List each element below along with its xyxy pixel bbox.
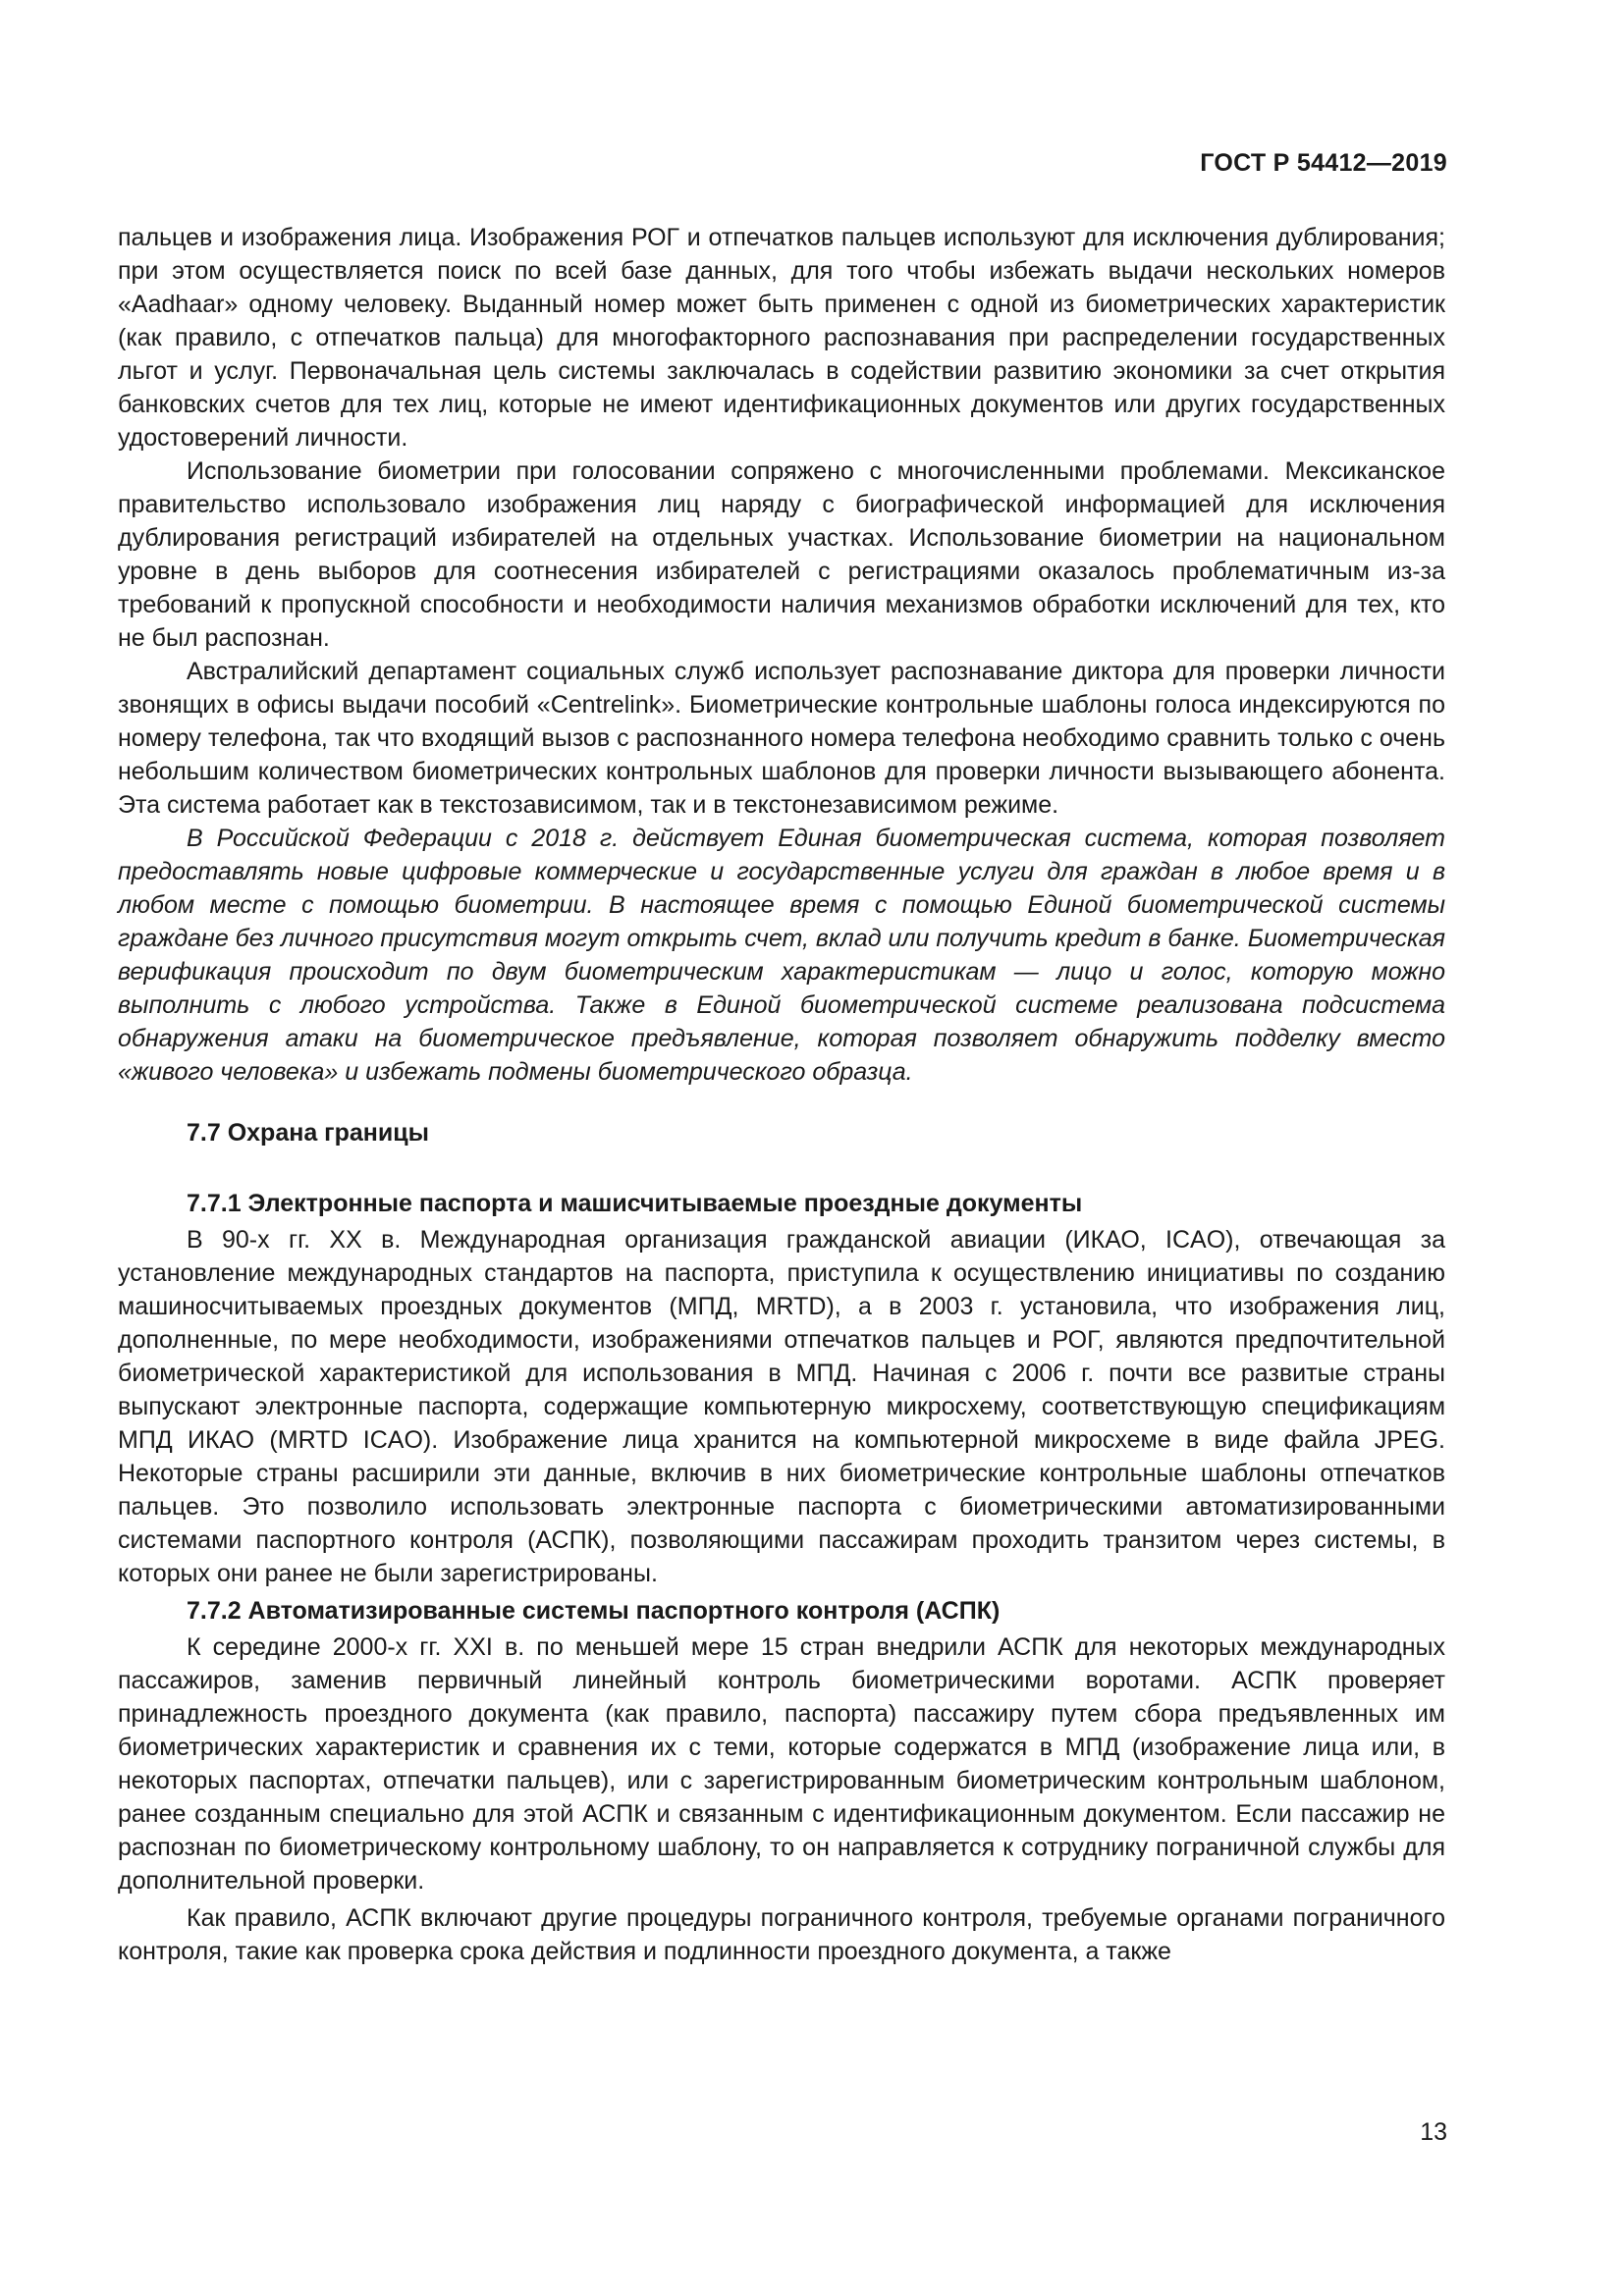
section-heading-7-7-1: 7.7.1 Электронные паспорта и машисчитываемые проездные документы <box>187 1190 1083 1217</box>
paragraph-abc-systems: К середине 2000-х гг. XXI в. по меньшей мере 15 стран внедрили АСПК для некоторых международных пассажиров, заменив первичный линейный контроль биометрическими воротами. АСПК проверяет принадлежность проездного документа (как правило, паспорта) пассажиру путем сбора предъявленных им биометрических характеристик и сравнения их с теми, которые содержатся в МПД (изображение лица или, в некоторых паспортах, отпечатки пальцев), или с зарегистрированным биометрическим контрольным шаблоном, ранее созданным специально для этой АСПК и связанным с идентификационным документом. Если пассажир не распознан по биометрическому контрольному шаблону, то он направляется к сотруднику пограничной службы для дополнительной проверки. <box>118 1633 1445 1895</box>
section-heading-7-7-2: 7.7.2 Автоматизированные системы паспортного контроля (АСПК) <box>187 1597 1001 1625</box>
paragraph-abc-procedures: Как правило, АСПК включают другие процедуры пограничного контроля, требуемые органами пограничного контроля, такие как проверка срока действия и подлинности проездного документа, а также <box>118 1904 1445 1965</box>
document-header-id: ГОСТ Р 54412—2019 <box>1200 149 1447 177</box>
paragraph-voting-biometrics: Использование биометрии при голосовании сопряжено с многочисленными проблемами. Мексиканское правительство использовало изображения лиц наряду с биографической информацией для исключения дублирования регистраций избирателей на отдельных участках. Использование биометрии на национальном уровне в день выборов для соотнесения избирателей с регистрациями оказалось проблематичным из-за требований к пропускной способности и необходимости наличия механизмов обработки исключений для тех, кто не был распознан. <box>118 457 1445 652</box>
paragraph-epassports: В 90-х гг. XX в. Международная организация гражданской авиации (ИКАО, ICAO), отвечающая за установление международных стандартов на паспорта, приступила к осуществлению инициативы по созданию машиносчитываемых проездных документов (МПД, MRTD), а в 2003 г. установила, что изображения лиц, дополненные, по мере необходимости, изображениями отпечатков пальцев и РОГ, являются предпочтительной биометрической характеристикой для использования в МПД. Начиная с 2006 г. почти все развитые страны выпускают электронные паспорта, содержащие компьютерную микросхему, соответствующую спецификациям МПД ИКАО (MRTD ICAO). Изображение лица хранится на компьютерной микросхеме в виде файла JPEG. Некоторые страны расширили эти данные, включив в них биометрические контрольные шаблоны отпечатков пальцев. Это позволило использовать электронные паспорта с биометрическими автоматизированными системами паспортного контроля (АСПК), позволяющими пассажирам проходить транзитом через системы, в которых они ранее не были зарегистрированы. <box>118 1226 1445 1587</box>
paragraph-aadhaar-continuation: пальцев и изображения лица. Изображения РОГ и отпечатков пальцев используют для исключения дублирования; при этом осуществляется поиск по всей базе данных, для того чтобы избежать выдачи нескольких номеров «Aadhaar» одному человеку. Выданный номер может быть применен с одной из биометрических характеристик (как правило, с отпечатков пальца) для многофакторного распознавания при распределении государственных льгот и услуг. Первоначальная цель системы заключалась в содействии развитию экономики за счет открытия банковских счетов для тех лиц, которые не имеют идентификационных документов или других государственных удостоверений личности. <box>118 224 1445 452</box>
page-number: 13 <box>1420 2118 1447 2146</box>
paragraph-centrelink: Австралийский департамент социальных служб использует распознавание диктора для проверки личности звонящих в офисы выдачи пособий «Centrelink». Биометрические контрольные шаблоны голоса индексируются по номеру телефона, так что входящий вызов с распознанного номера телефона необходимо сравнить только с очень небольшим количеством биометрических контрольных шаблонов для проверки личности вызывающего абонента. Эта система работает как в текстозависимом, так и в текстонезависимом режиме. <box>118 658 1445 819</box>
section-heading-7-7: 7.7 Охрана границы <box>187 1119 429 1147</box>
paragraph-russian-ebs: В Российской Федерации с 2018 г. действует Единая биометрическая система, которая позволяет предоставлять новые цифровые коммерческие и государственные услуги для граждан в любое время и в любом месте с помощью биометрии. В настоящее время с помощью Единой биометрической системы граждане без личного присутствия могут открыть счет, вклад или получить кредит в банке. Биометрическая верификация происходит по двум биометрическим характеристикам — лицо и голос, которую можно выполнить с любого устройства. Также в Единой биометрической системе реализована подсистема обнаружения атаки на биометрическое предъявление, которая позволяет обнаружить подделку вместо «живого человека» и избежать подмены биометрического образца. <box>118 825 1446 1086</box>
document-body <box>118 221 1445 1968</box>
